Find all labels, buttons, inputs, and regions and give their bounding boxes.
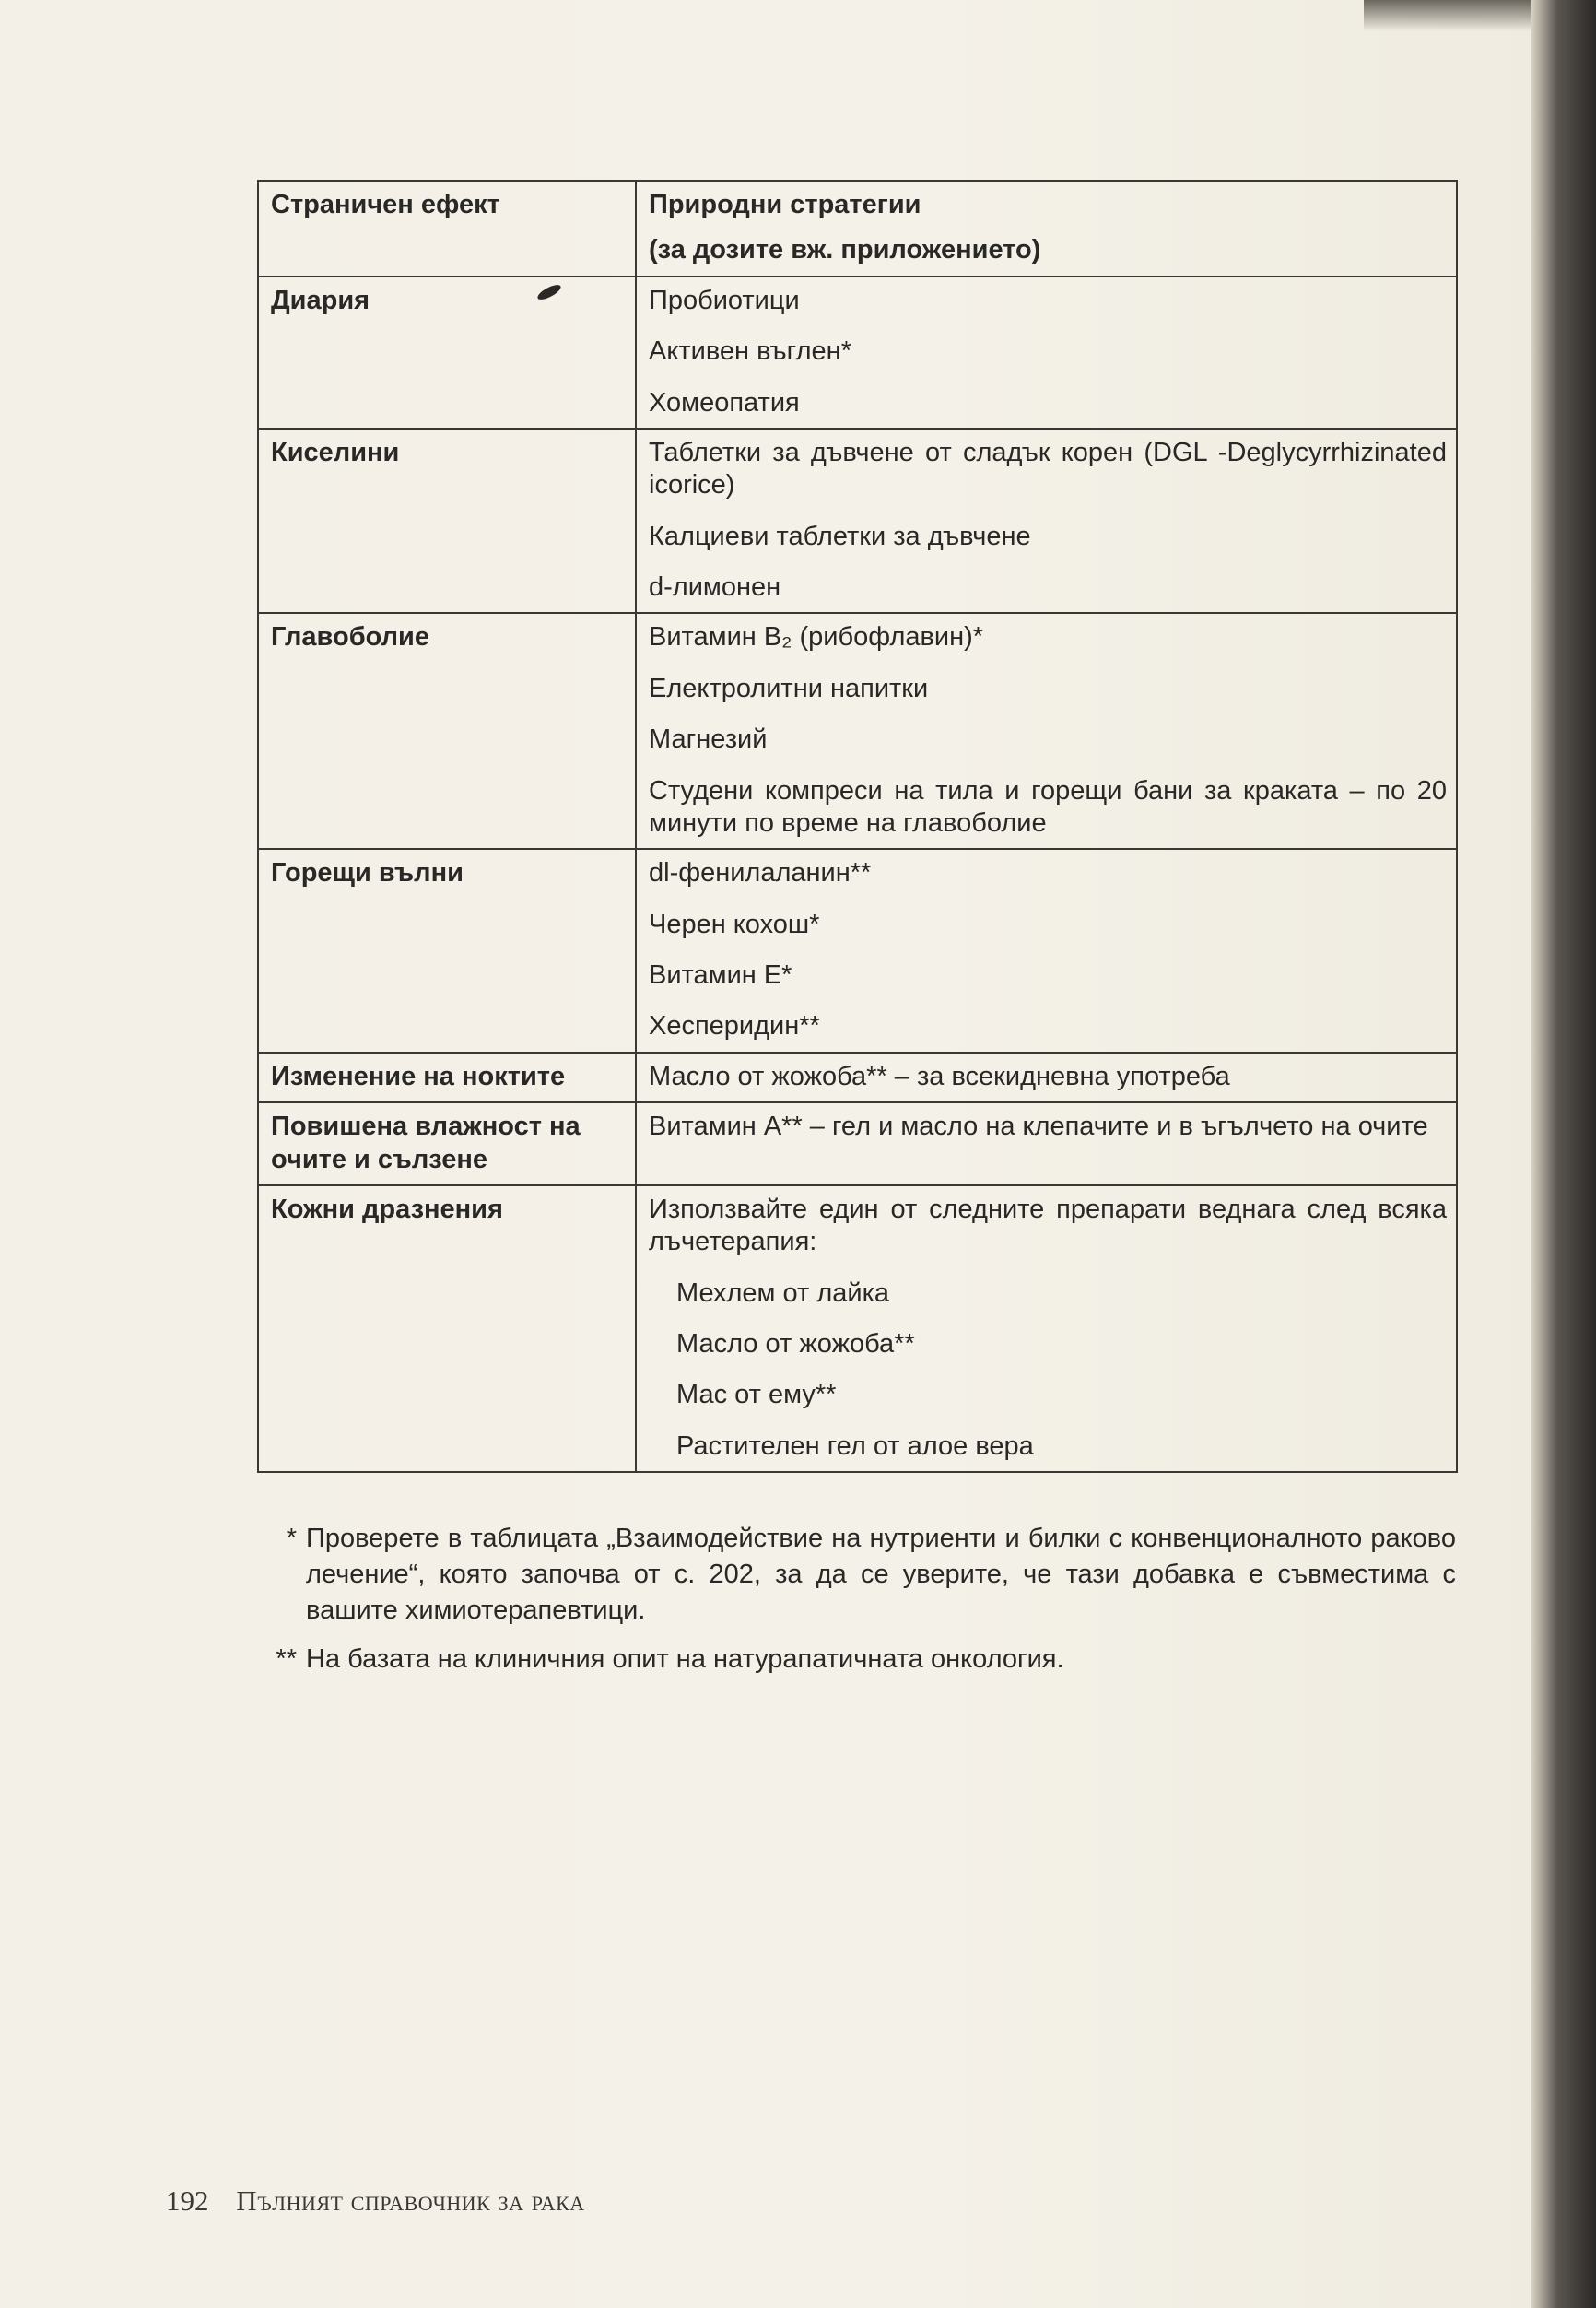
table-row [258,1185,1457,1472]
effect-cell: Изменение на ноктите [258,1053,636,1102]
strategies-cell [636,277,1457,429]
strategy-item: Хомеопатия [649,387,800,418]
strategy-item: Масло от жожоба** – за всекидневна употреба [649,1061,1230,1091]
page-footer [166,2184,585,2218]
strategy-item: Витамин Е* [649,960,792,990]
strategy-item: Калциеви таблетки за дъвчене [649,521,1031,551]
strategies-cell [636,1185,1457,1472]
strategies-cell [636,429,1457,614]
header-strategies-note: (за дозите вж. приложението) [649,235,1041,265]
table-row [258,613,1457,849]
strategy-item: Електролитни напитки [649,673,929,703]
strategy-item: Растителен гел от алое вера [676,1431,1034,1461]
table-row [258,1102,1457,1185]
effect-cell: Повишена влажност на очите и сълзене [258,1102,636,1185]
effect-cell: Диария [258,277,636,429]
strategies-cell [636,849,1457,1053]
effect-cell: Кожни дразнения [258,1185,636,1472]
footnote-mark: * [286,1524,297,1553]
footnote-text: На базата на клиничния опит на натурапатичната онкология. [306,1644,1064,1675]
running-title: Пълният справочник за рака [236,2184,585,2217]
strategy-item: Използвайте един от следните препарати веднага след всяка лъчетерапия: [649,1194,1447,1257]
effect-cell: Главоболие [258,613,636,849]
table-row [258,429,1457,614]
strategies-cell [636,1102,1457,1185]
effect-cell: Киселини [258,429,636,614]
table-row [258,277,1457,429]
footnote-mark: ** [276,1644,297,1675]
strategy-item: d-лимонен [649,572,781,602]
header-side-effect: Страничен ефект [258,181,636,277]
strategy-item: Магнезий [649,724,768,755]
strategy-item: dl-фенилаланин** [649,858,872,889]
strategy-item: Мас от ему** [676,1380,837,1410]
table-row [258,849,1457,1053]
side-effects-table [257,180,1458,1473]
effect-cell: Горещи вълни [258,849,636,1053]
footnote [258,1642,1456,1678]
header-natural-strategies [636,181,1457,277]
strategy-item: Пробиотици [649,285,800,315]
footnotes [258,1521,1456,1691]
footnote-text: Проверете в таблицата „Взаимодействие на нутриенти и билки с конвенционалното раково лечение“, която започва от с. 202, за да се уверите, че тази добавка е съвместима с вашите химиотерапевтици. [306,1524,1456,1626]
strategies-cell [636,1053,1457,1102]
strategy-item: Студени компреси на тила и горещи бани за краката – по 20 минути по време на главоболие [649,775,1447,838]
strategy-item: Черен кохош* [649,909,820,939]
footnote [258,1521,1456,1629]
table-header-row [258,181,1457,277]
strategy-item: Витамин А** – гел и масло на клепачите и в ъгълчето на очите [649,1112,1428,1142]
page-number: 192 [166,2184,209,2217]
strategy-item: Витамин В₂ (рибофлавин)* [649,622,984,653]
scan-shadow [1364,0,1548,31]
strategy-item: Мехлем от лайка [676,1278,890,1308]
header-strategies-title: Природни стратегии [649,190,921,219]
strategy-item: Активен въглен* [649,336,851,367]
strategy-item: Масло от жожоба** [676,1329,915,1359]
strategies-cell [636,613,1457,849]
strategy-item: Хесперидин** [649,1011,820,1042]
strategy-item: Таблетки за дъвчене от сладък корен (DGL -Deglycyrrhizinated icorice) [649,437,1447,500]
table-row [258,1053,1457,1102]
book-gutter [1531,0,1596,2308]
